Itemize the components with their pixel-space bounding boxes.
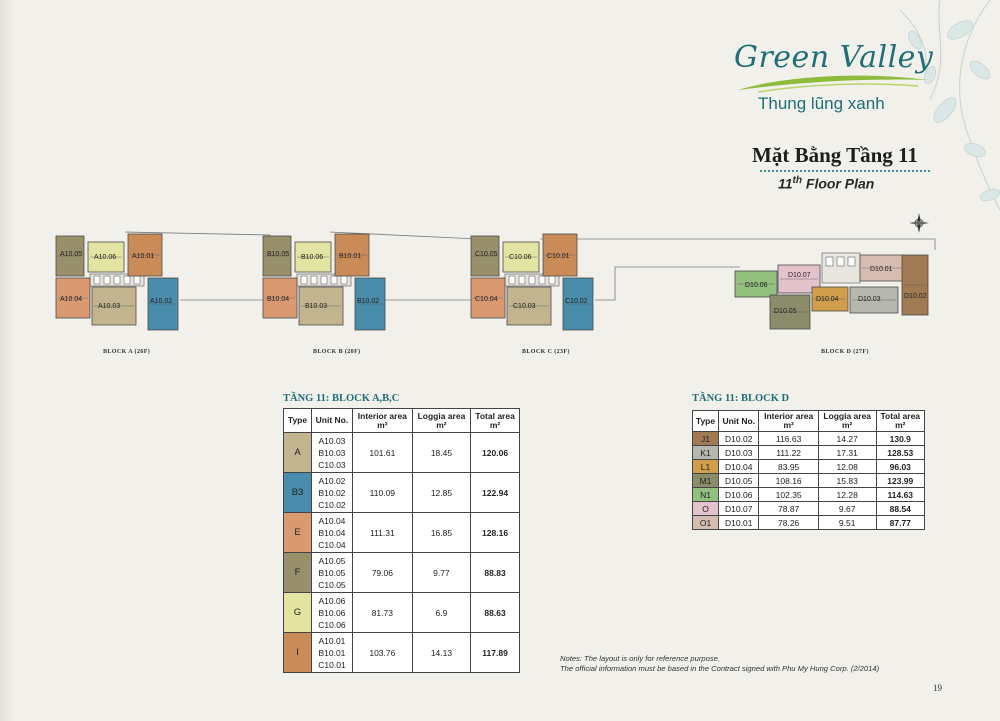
- header-interior-area: [352, 409, 412, 433]
- title-divider: [760, 170, 930, 172]
- table-row: [284, 553, 520, 593]
- elevator-shaft: [519, 276, 525, 284]
- page-title-en: [778, 175, 874, 192]
- block-c-plan: [471, 234, 593, 330]
- elevator-shaft: [549, 276, 555, 284]
- cell-type: A: [284, 433, 312, 473]
- header-total-unit: m²: [895, 420, 906, 430]
- cell-loggia-area: 12.08: [818, 460, 876, 474]
- header-interior-label: Interior area: [357, 410, 407, 421]
- cell-loggia-area: 12.28: [818, 488, 876, 502]
- unit-label: B10.06: [301, 254, 324, 261]
- elevator-shaft: [114, 276, 120, 284]
- cell-unit-no: [312, 433, 353, 473]
- cell-type: O1: [693, 516, 719, 530]
- cell-type: G: [284, 593, 312, 633]
- cell-total-area: 88.83: [471, 553, 520, 593]
- cell-unit-no: D10.07: [719, 502, 759, 516]
- header-loggia-unit: m²: [436, 419, 447, 430]
- floor-plan-drawing: [40, 225, 940, 360]
- logo-subtitle: Thung lũng xanh: [758, 94, 885, 113]
- table-row: [284, 473, 520, 513]
- cell-interior-area: 102.35: [759, 488, 818, 502]
- elevator-shaft: [331, 276, 337, 284]
- unit-label: A10.01: [132, 253, 155, 260]
- cell-type: M1: [693, 474, 719, 488]
- unit-number: A10.03: [318, 435, 346, 446]
- unit-label: C10.04: [475, 296, 498, 303]
- title-en-suffix: th: [792, 175, 802, 186]
- cell-type: E: [284, 513, 312, 553]
- table-d-title: TẦNG 11: BLOCK D: [692, 393, 790, 404]
- title-en-text: Floor Plan: [805, 175, 875, 192]
- header-interior-label: Interior area: [764, 411, 814, 421]
- logo-script-text: Green Valley: [734, 40, 934, 75]
- table-header-row: [693, 411, 925, 432]
- header-loggia-area: [818, 411, 876, 432]
- cell-type: K1: [693, 446, 719, 460]
- elevator-shaft: [341, 276, 347, 284]
- cell-loggia-area: 14.27: [818, 432, 876, 446]
- table-row: [693, 432, 925, 446]
- cell-total-area: 117.89: [471, 633, 520, 673]
- header-total-area: [876, 411, 924, 432]
- unit-label: D10.02: [904, 293, 927, 300]
- elevator-shaft: [94, 276, 100, 284]
- cell-interior-area: 83.95: [759, 460, 818, 474]
- elevator-shaft: [826, 257, 833, 266]
- elevator-shaft: [321, 276, 327, 284]
- cell-unit-no: [312, 553, 353, 593]
- header-unit-no: Unit No.: [719, 411, 759, 432]
- table-header-row: [284, 409, 520, 433]
- elevator-shaft: [848, 257, 855, 266]
- unit-number: C10.03: [318, 459, 346, 470]
- table-row: [693, 516, 925, 530]
- notes-line-2: The official information must be based in the Contract signed with Phu My Hung Corp. (2/2014): [560, 664, 880, 673]
- cell-interior-area: 108.16: [759, 474, 818, 488]
- cell-loggia-area: 6.9: [412, 593, 470, 633]
- unit-label: B10.05: [267, 251, 290, 258]
- unit-number: B10.04: [318, 527, 346, 538]
- page-title-vn: Mặt Bằng Tầng 11: [752, 143, 918, 167]
- elevator-shaft: [539, 276, 545, 284]
- unit-label: C10.06: [509, 254, 532, 261]
- unit-label: B10.03: [305, 303, 328, 310]
- cell-unit-no: D10.03: [719, 446, 759, 460]
- block-a-plan: [56, 234, 178, 330]
- cell-loggia-area: 9.67: [818, 502, 876, 516]
- cell-unit-no: D10.02: [719, 432, 759, 446]
- cell-type: I: [284, 633, 312, 673]
- unit-label: C10.03: [513, 303, 536, 310]
- cell-total-area: 96.03: [876, 460, 924, 474]
- table-row: [284, 593, 520, 633]
- cell-total-area: 130.9: [876, 432, 924, 446]
- unit-label: A10.03: [98, 303, 121, 310]
- unit-label: D10.07: [788, 272, 811, 279]
- table-row: [693, 460, 925, 474]
- unit-number: C10.06: [318, 619, 346, 630]
- unit-number: C10.05: [318, 579, 346, 590]
- unit-label: A10.05: [60, 251, 83, 258]
- unit-label: D10.04: [816, 296, 839, 303]
- cell-total-area: 122.94: [471, 473, 520, 513]
- cell-total-area: 88.63: [471, 593, 520, 633]
- unit-label: A10.06: [94, 254, 117, 261]
- elevator-shaft: [124, 276, 130, 284]
- unit-label: D10.05: [774, 308, 797, 315]
- cell-total-area: 87.77: [876, 516, 924, 530]
- cell-loggia-area: 9.77: [412, 553, 470, 593]
- unit-label: B10.01: [339, 253, 362, 260]
- table-row: [693, 502, 925, 516]
- title-en-number: 11: [778, 175, 793, 192]
- cell-interior-area: 111.31: [352, 513, 412, 553]
- unit-number: A10.06: [318, 595, 346, 606]
- unit-label: D10.01: [870, 266, 893, 273]
- block-d-plan: [735, 253, 928, 329]
- table-row: [284, 633, 520, 673]
- cell-type: O: [693, 502, 719, 516]
- unit-number: A10.01: [318, 635, 346, 646]
- elevator-shaft: [134, 276, 140, 284]
- unit-label: B10.02: [357, 298, 380, 305]
- page-edge-shadow: [0, 0, 14, 721]
- unit-label: D10.06: [745, 282, 768, 289]
- unit-number: B10.02: [318, 487, 346, 498]
- block-b-plan: [263, 234, 385, 330]
- cell-loggia-area: 18.45: [412, 433, 470, 473]
- cell-type: L1: [693, 460, 719, 474]
- table-row: [693, 488, 925, 502]
- unit-label: C10.02: [565, 298, 588, 305]
- elevator-shaft: [104, 276, 110, 284]
- unit-number: A10.04: [318, 515, 346, 526]
- cell-interior-area: 78.87: [759, 502, 818, 516]
- cell-type: F: [284, 553, 312, 593]
- unit-label: A10.04: [60, 296, 83, 303]
- notes-line-1: Notes: The layout is only for reference purpose.: [560, 654, 720, 663]
- cell-interior-area: 111.22: [759, 446, 818, 460]
- header-loggia-unit: m²: [841, 420, 853, 430]
- block-c-label: BLOCK C (23F): [522, 349, 570, 355]
- unit-label: C10.05: [475, 251, 498, 258]
- cell-unit-no: [312, 473, 353, 513]
- header-interior-unit: m²: [783, 420, 794, 430]
- header-loggia-label: Loggia area: [417, 410, 466, 421]
- cell-total-area: 123.99: [876, 474, 924, 488]
- table-row: [693, 446, 925, 460]
- cell-interior-area: 103.76: [352, 633, 412, 673]
- cell-total-area: 128.53: [876, 446, 924, 460]
- cell-type: J1: [693, 432, 719, 446]
- elevator-shaft: [529, 276, 535, 284]
- cell-unit-no: [312, 593, 353, 633]
- cell-loggia-area: 17.31: [818, 446, 876, 460]
- header-type: Type: [284, 409, 312, 433]
- block-b-label: BLOCK B (20F): [313, 349, 361, 355]
- cell-interior-area: 79.06: [352, 553, 412, 593]
- header-total-unit: m²: [489, 419, 501, 430]
- cell-type: B3: [284, 473, 312, 513]
- unit-number: B10.06: [318, 607, 346, 618]
- unit-number: B10.05: [318, 567, 346, 578]
- cell-loggia-area: 14.13: [412, 633, 470, 673]
- cell-unit-no: D10.01: [719, 516, 759, 530]
- cell-unit-no: D10.06: [719, 488, 759, 502]
- elevator-shaft: [509, 276, 515, 284]
- cell-total-area: 128.16: [471, 513, 520, 553]
- cell-interior-area: 81.73: [352, 593, 412, 633]
- cell-interior-area: 110.09: [352, 473, 412, 513]
- header-interior-unit: m²: [377, 419, 388, 430]
- unit-number: B10.03: [318, 447, 346, 458]
- unit-number: C10.01: [318, 659, 346, 670]
- table-row: [284, 433, 520, 473]
- block-a-label: BLOCK A (26F): [103, 349, 151, 355]
- cell-total-area: 88.54: [876, 502, 924, 516]
- cell-total-area: 120.06: [471, 433, 520, 473]
- table-block-abc: [283, 408, 520, 673]
- unit-number: C10.02: [318, 499, 346, 510]
- unit-label: C10.01: [547, 253, 570, 260]
- unit-number: C10.04: [318, 539, 346, 550]
- notes-text: [560, 654, 879, 674]
- header-type: Type: [693, 411, 719, 432]
- unit-number: A10.02: [318, 475, 346, 486]
- table-block-d: [692, 410, 925, 530]
- cell-unit-no: [312, 513, 353, 553]
- cell-interior-area: 116.63: [759, 432, 818, 446]
- cell-total-area: 114.63: [876, 488, 924, 502]
- elevator-shaft: [311, 276, 317, 284]
- cell-unit-no: D10.04: [719, 460, 759, 474]
- table-row: [284, 513, 520, 553]
- cell-loggia-area: 9.51: [818, 516, 876, 530]
- page-number: 19: [933, 683, 942, 693]
- cell-loggia-area: 15.83: [818, 474, 876, 488]
- cell-unit-no: [312, 633, 353, 673]
- unit-label: D10.03: [858, 296, 881, 303]
- header-loggia-label: Loggia area: [823, 411, 872, 421]
- green-valley-logo: [728, 40, 938, 120]
- unit-number: B10.01: [318, 647, 346, 658]
- cell-loggia-area: 12.85: [412, 473, 470, 513]
- header-unit-no: Unit No.: [312, 409, 353, 433]
- cell-type: N1: [693, 488, 719, 502]
- unit-number: A10.05: [318, 555, 346, 566]
- unit-label: B10.04: [267, 296, 290, 303]
- table-abc-title: TẦNG 11: BLOCK A,B,C: [283, 393, 400, 404]
- unit-label: A10.02: [150, 298, 173, 305]
- cell-unit-no: D10.05: [719, 474, 759, 488]
- cell-loggia-area: 16.85: [412, 513, 470, 553]
- elevator-shaft: [301, 276, 307, 284]
- header-total-label: Total area: [880, 411, 921, 421]
- table-row: [693, 474, 925, 488]
- elevator-shaft: [837, 257, 844, 266]
- cell-interior-area: 78.26: [759, 516, 818, 530]
- cell-interior-area: 101.61: [352, 433, 412, 473]
- header-total-area: [471, 409, 520, 433]
- header-loggia-area: [412, 409, 470, 433]
- header-total-label: Total area: [475, 410, 515, 421]
- block-d-label: BLOCK D (27F): [821, 349, 869, 355]
- header-interior-area: [759, 411, 818, 432]
